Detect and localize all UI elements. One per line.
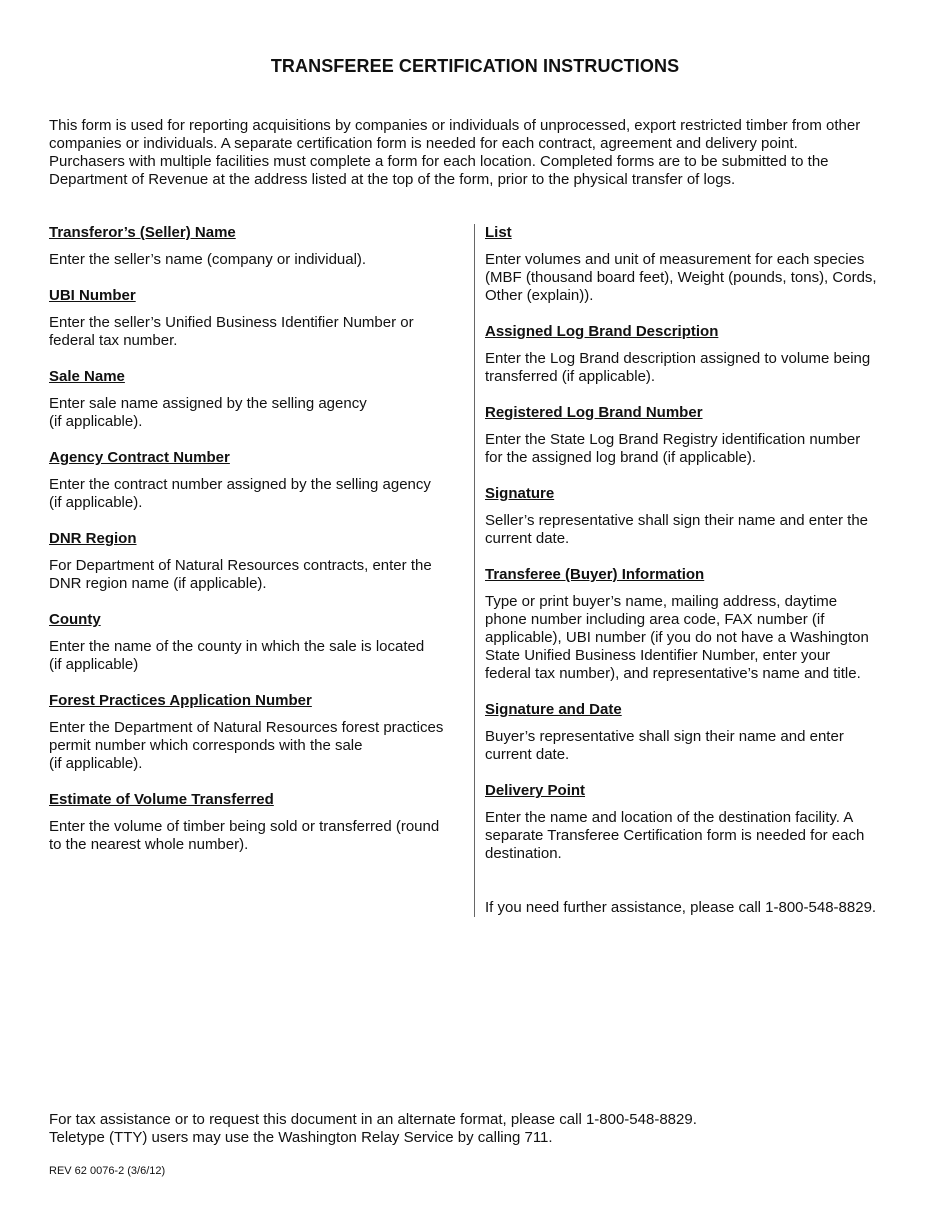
section-sale-name <box>49 368 469 431</box>
section-county <box>49 611 469 674</box>
section-text: Enter sale name assigned by the selling agency (if applicable). <box>49 395 367 430</box>
section-text: Seller’s representative shall sign their name and enter the current date. <box>485 512 868 547</box>
section-text: Enter the State Log Brand Registry identification number for the assigned log brand (if applicable). <box>485 431 861 466</box>
section-heading: Delivery Point <box>485 782 586 799</box>
section-ubi-number <box>49 287 469 350</box>
section-list <box>485 224 905 305</box>
section-forest-practices-application-number <box>49 692 469 773</box>
section-agency-contract-number <box>49 449 469 512</box>
form-number: REV 62 0076-2 (3/6/12) <box>49 1165 166 1177</box>
intro-paragraph: This form is used for reporting acquisitions by companies or individuals of unprocessed, export restricted timber from other companies or individuals. A separate certification form is needed for each contract, agreement and delivery point. Purchasers with multiple facilities must complete a form for each location. Completed forms are to be submitted to the Department of Revenue at the address listed at the top of the form, prior to the physical transfer of logs. <box>49 117 861 188</box>
section-text: Type or print buyer’s name, mailing address, daytime phone number including area code, FAX number (if applicable), UBI number (if you do not have a Washington State Unified Business Identifier Number, enter your federal tax number), and representative’s name and title. <box>485 593 869 682</box>
section-heading: Agency Contract Number <box>49 449 230 466</box>
section-text: Enter the seller’s name (company or individual). <box>49 251 367 268</box>
section-heading: Signature <box>485 485 555 502</box>
column-divider <box>474 224 475 917</box>
section-text: Buyer’s representative shall sign their name and enter current date. <box>485 728 844 763</box>
section-transferee-information <box>485 566 905 683</box>
right-column <box>485 224 905 917</box>
section-heading: UBI Number <box>49 287 136 304</box>
section-estimate-of-volume <box>49 791 469 854</box>
section-heading: Sale Name <box>49 368 125 385</box>
section-heading: Assigned Log Brand Description <box>485 323 719 340</box>
section-text: Enter the Log Brand description assigned to volume being transferred (if applicable). <box>485 350 871 385</box>
section-signature <box>485 485 905 548</box>
section-heading: List <box>485 224 512 241</box>
section-text: Enter the name and location of the destination facility. A separate Transferee Certification form is needed for each destination. <box>485 809 865 862</box>
section-text: Enter the contract number assigned by the selling agency (if applicable). <box>49 476 431 511</box>
section-delivery-point <box>485 782 905 863</box>
section-heading: Signature and Date <box>485 701 622 718</box>
section-dnr-region <box>49 530 469 593</box>
footer-note <box>49 1111 909 1147</box>
page-title: TRANSFEREE CERTIFICATION INSTRUCTIONS <box>270 56 680 76</box>
section-text: For Department of Natural Resources contracts, enter the DNR region name (if applicable). <box>49 557 432 592</box>
section-assigned-log-brand-description <box>485 323 905 386</box>
section-heading: Estimate of Volume Transferred <box>49 791 274 808</box>
section-heading: DNR Region <box>49 530 137 547</box>
section-heading: Transferee (Buyer) Information <box>485 566 705 583</box>
assistance-note: If you need further assistance, please call 1-800-548-8829. <box>485 899 877 916</box>
section-text: Enter the volume of timber being sold or transferred (round to the nearest whole number). <box>49 818 440 853</box>
section-heading: Registered Log Brand Number <box>485 404 703 421</box>
section-heading: Forest Practices Application Number <box>49 692 312 709</box>
section-text: Enter volumes and unit of measurement for each species (MBF (thousand board feet), Weight (pounds, tons), Cords, Other (explain)). <box>485 251 877 304</box>
section-text: Enter the name of the county in which the sale is located (if applicable) <box>49 638 425 673</box>
section-signature-and-date <box>485 701 905 764</box>
left-column <box>49 224 469 872</box>
footer-line-tax-assistance: For tax assistance or to request this document in an alternate format, please call 1-800-548-8829. <box>49 1111 697 1128</box>
section-registered-log-brand-number <box>485 404 905 467</box>
section-heading: Transferor’s (Seller) Name <box>49 224 236 241</box>
section-transferor-name <box>49 224 469 269</box>
section-text: Enter the seller’s Unified Business Identifier Number or federal tax number. <box>49 314 414 349</box>
footer-line-tty: Teletype (TTY) users may use the Washington Relay Service by calling 711. <box>49 1129 553 1146</box>
section-heading: County <box>49 611 101 628</box>
section-text: Enter the Department of Natural Resources forest practices permit number which corresponds with the sale (if applicable). <box>49 719 444 772</box>
